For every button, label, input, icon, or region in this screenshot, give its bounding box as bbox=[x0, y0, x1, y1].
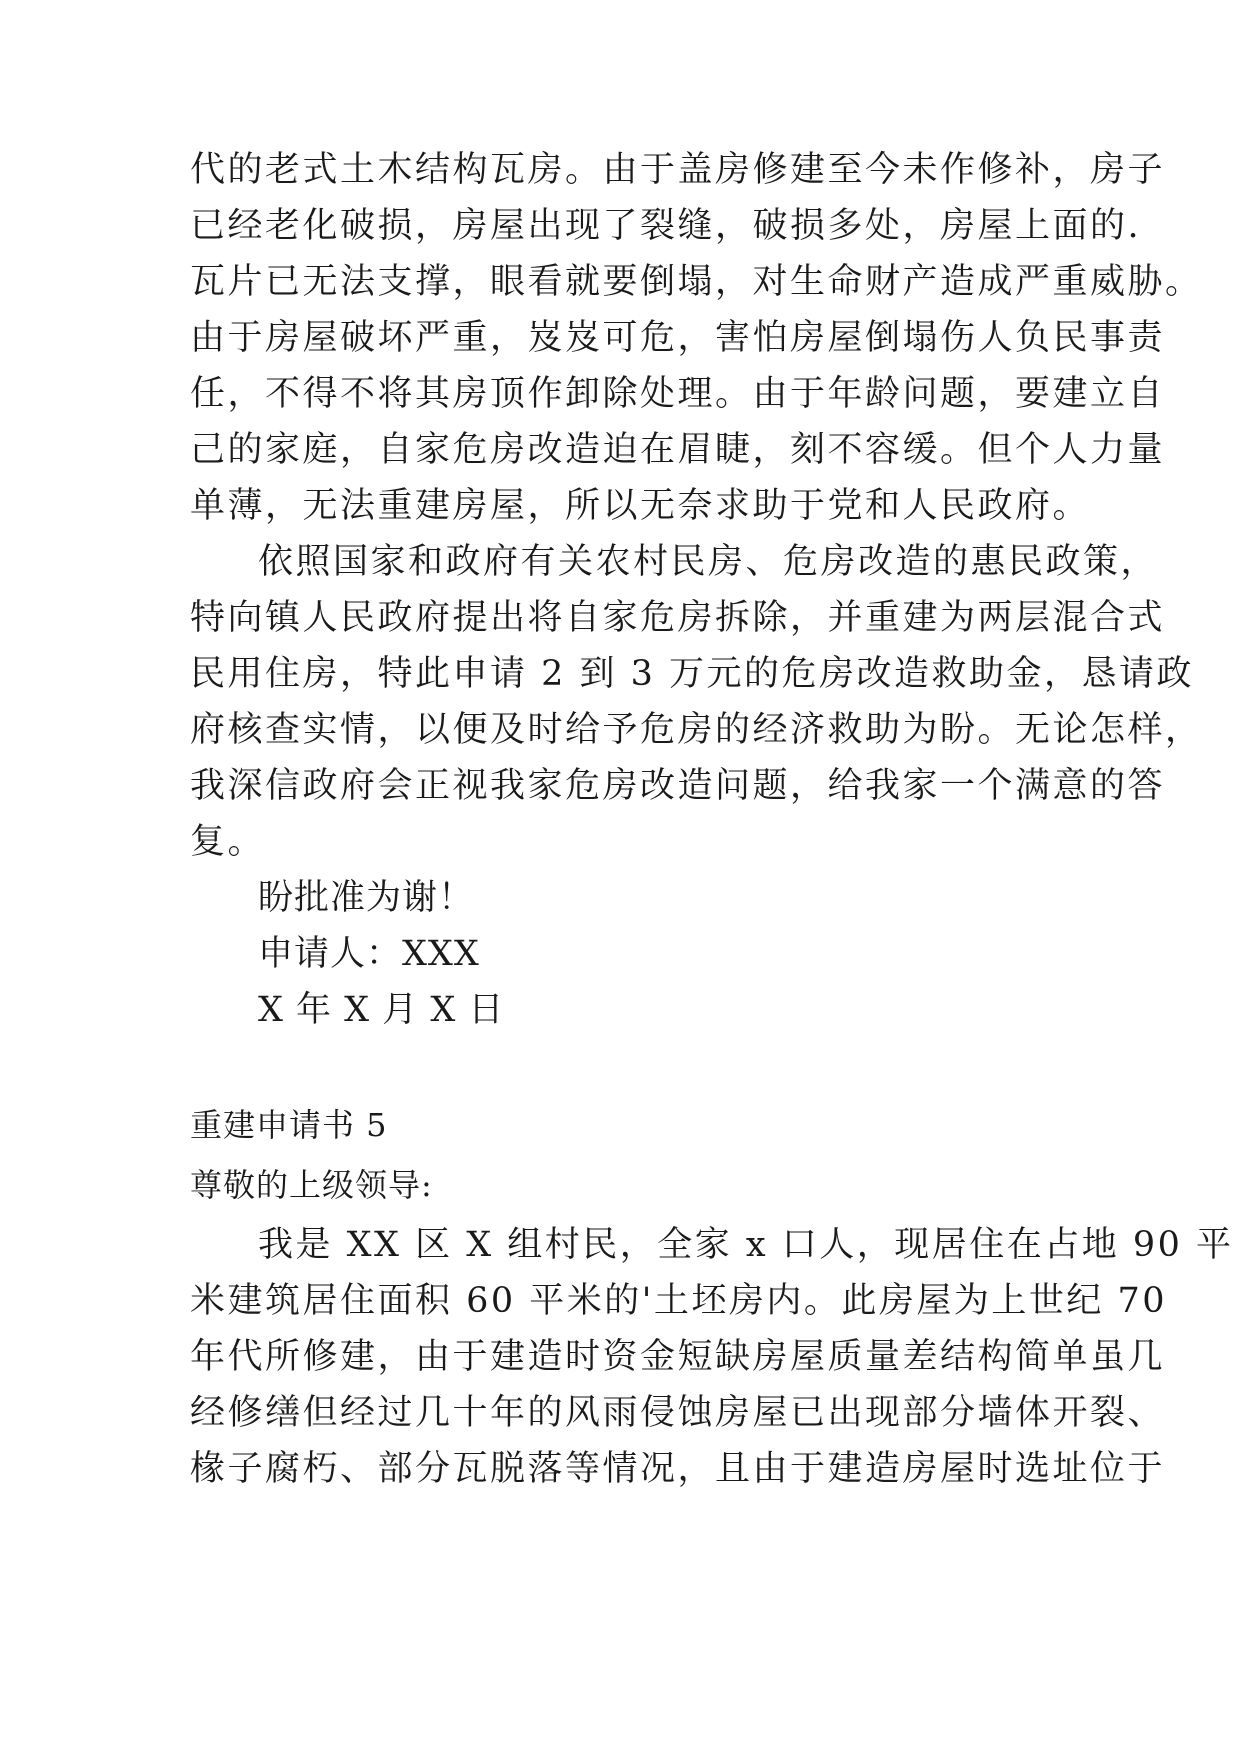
closing-thanks: 盼批准为谢！ bbox=[258, 878, 475, 918]
body-text-line: 特向镇人民政府提出将自家危房拆除，并重建为两层混合式 bbox=[190, 598, 1166, 638]
body-text-line: 民用住房，特此申请 2 到 3 万元的危房改造救助金，恳请政 bbox=[190, 654, 1195, 694]
body-text-line: 瓦片已无法支撑，眼看就要倒塌，对生命财产造成严重威胁。 bbox=[190, 262, 1203, 302]
letter-title: 重建申请书 5 bbox=[190, 1106, 388, 1144]
body-text-line: 单薄，无法重建房屋，所以无奈求助于党和人民政府。 bbox=[190, 486, 1091, 526]
body-text-line: 已经老化破损，房屋出现了裂缝，破损多处，房屋上面的. bbox=[190, 206, 1142, 246]
body-text-line: 我是 XX 区 X 组村民，全家 x 口人，现居住在占地 90 平 bbox=[258, 1225, 1234, 1265]
body-text-line: 米建筑居住面积 60 平米的'土坯房内。此房屋为上世纪 70 bbox=[190, 1281, 1168, 1321]
body-text-line: 我深信政府会正视我家危房改造问题，给我家一个满意的答 bbox=[190, 766, 1166, 806]
body-text-line: 依照国家和政府有关农村民房、危房改造的惠民政策， bbox=[258, 542, 1159, 582]
body-text-line: 任，不得不将其房顶作卸除处理。由于年龄问题，要建立自 bbox=[190, 374, 1166, 414]
body-text-line: 复。 bbox=[190, 822, 266, 862]
body-text-line: 府核查实情，以便及时给予危房的经济救助为盼。无论怎样， bbox=[190, 710, 1203, 750]
signature-date: X 年 X 月 X 日 bbox=[258, 990, 505, 1030]
body-text-line: 由于房屋破坏严重，岌岌可危，害怕房屋倒塌伤人负民事责 bbox=[190, 318, 1166, 358]
body-text-line: 己的家庭，自家危房改造迫在眉睫，刻不容缓。但个人力量 bbox=[190, 430, 1166, 470]
body-text-line: 年代所修建，由于建造时资金短缺房屋质量差结构简单虽几 bbox=[190, 1337, 1166, 1377]
body-text-line: 经修缮但经过几十年的风雨侵蚀房屋已出现部分墙体开裂、 bbox=[190, 1393, 1166, 1433]
letter-salutation: 尊敬的上级领导: bbox=[190, 1166, 433, 1204]
applicant-signature: 申请人：XXX bbox=[258, 934, 480, 974]
body-text-line: 代的老式土木结构瓦房。由于盖房修建至今未作修补，房子 bbox=[190, 150, 1166, 190]
body-text-line: 椽子腐朽、部分瓦脱落等情况，且由于建造房屋时选址位于 bbox=[190, 1449, 1166, 1489]
